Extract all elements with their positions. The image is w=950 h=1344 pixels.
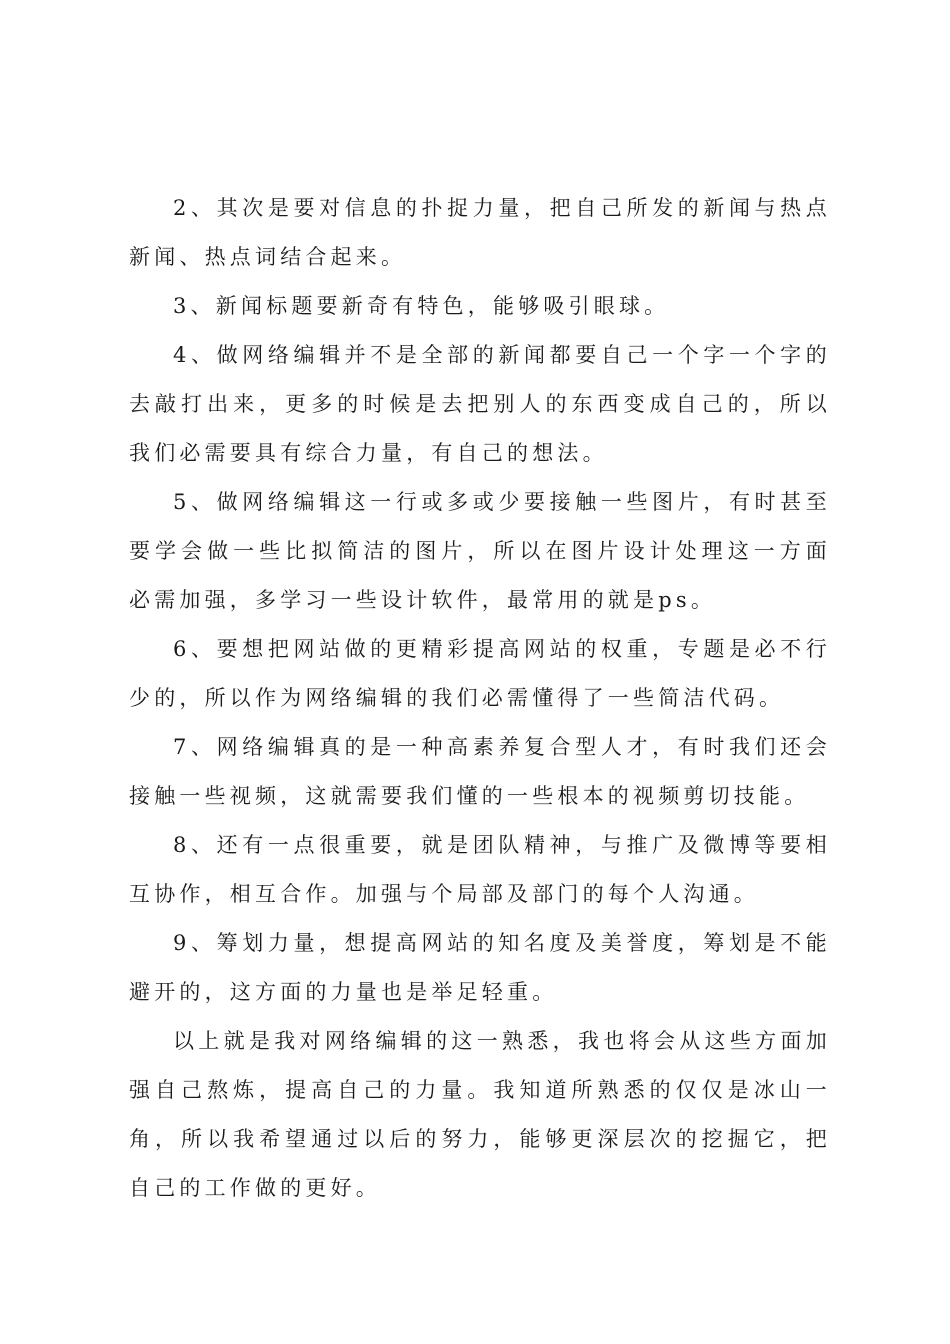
paragraph-7: 7、网络编辑真的是一种高素养复合型人才，有时我们还会接触一些视频，这就需要我们懂的一些根本的视频剪切技能。 <box>129 735 831 808</box>
paragraph-9: 9、筹划力量，想提高网站的知名度及美誉度，筹划是不能避开的，这方面的力量也是举足轻重。 <box>129 931 831 1004</box>
paragraph-2: 2、其次是要对信息的扑捉力量，把自己所发的新闻与热点新闻、热点词结合起来。 <box>129 196 831 269</box>
paragraph-3: 3、新闻标题要新奇有特色，能够吸引眼球。 <box>173 294 670 318</box>
document-body <box>129 184 831 1213</box>
paragraph-8: 8、还有一点很重要，就是团队精神，与推广及微博等要相互协作，相互合作。加强与个局部及部门的每个人沟通。 <box>129 833 831 906</box>
paragraph-4: 4、做网络编辑并不是全部的新闻都要自己一个字一个字的去敲打出来，更多的时候是去把别人的东西变成自己的，所以我们必需要具有综合力量，有自己的想法。 <box>129 343 831 465</box>
paragraph-conclusion: 以上就是我对网络编辑的这一熟悉，我也将会从这些方面加强自己熬炼，提高自己的力量。我知道所熟悉的仅仅是冰山一角，所以我希望通过以后的努力，能够更深层次的挖掘它，把自己的工作做的更好。 <box>129 1029 831 1200</box>
paragraph-5: 5、做网络编辑这一行或多或少要接触一些图片，有时甚至要学会做一些比拟简洁的图片，所以在图片设计处理这一方面必需加强，多学习一些设计软件，最常用的就是ps。 <box>129 490 831 612</box>
paragraph-6: 6、要想把网站做的更精彩提高网站的权重，专题是必不行少的，所以作为网络编辑的我们必需懂得了一些简洁代码。 <box>129 637 831 710</box>
